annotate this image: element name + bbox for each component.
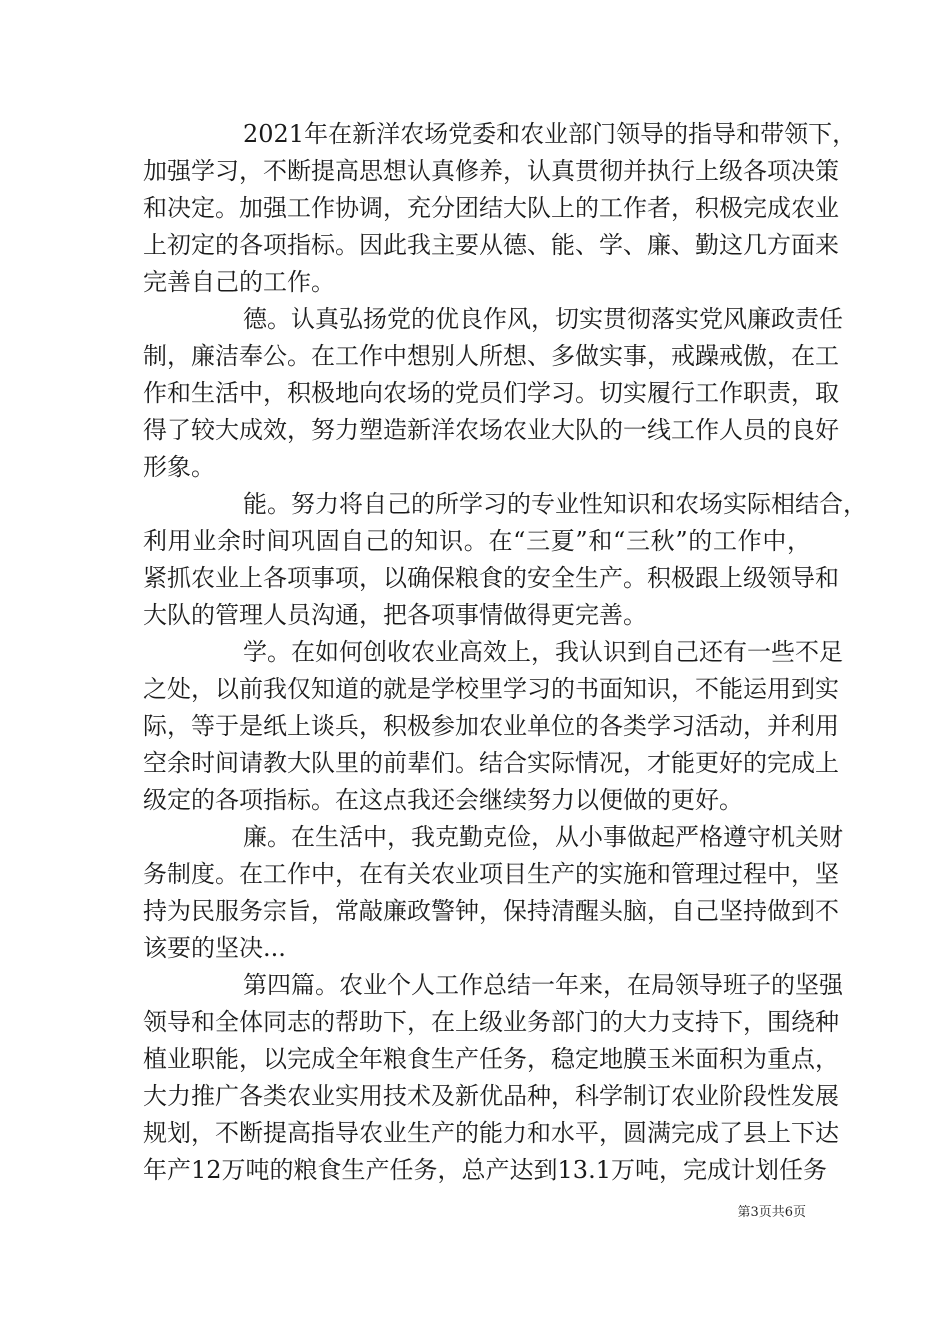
text-line: 年产12万吨的粮食生产任务，总产达到13.1万吨，完成计划任务 <box>143 1156 827 1184</box>
text-line: 级定的各项指标。在这点我还会继续努力以便做的更好。 <box>143 786 743 814</box>
text-line: 作和生活中，积极地向农场的党员们学习。切实履行工作职责，取 <box>143 379 839 407</box>
text-line: 廉。在生活中，我克勤克俭，从小事做起严格遵守机关财 <box>243 823 843 851</box>
text-line: 利用业余时间巩固自己的知识。在“三夏”和“三秋”的工作中， <box>143 527 811 555</box>
page-number-footer: 第3页共6页 <box>737 1205 806 1220</box>
text-line: 和决定。加强工作协调，充分团结大队上的工作者，积极完成农业 <box>143 194 839 222</box>
text-line: 该要的坚决... <box>143 934 286 962</box>
text-line: 加强学习，不断提高思想认真修养，认真贯彻并执行上级各项决策 <box>143 157 839 185</box>
text-line: 持为民服务宗旨，常敲廉政警钟，保持清醒头脑，自己坚持做到不 <box>143 897 839 925</box>
paragraph-de <box>143 301 843 486</box>
text-line: 上初定的各项指标。因此我主要从德、能、学、廉、勤这几方面来 <box>143 231 839 259</box>
text-line: 学。在如何创收农业高效上，我认识到自己还有一些不足 <box>243 638 843 666</box>
text-line: 制，廉洁奉公。在工作中想别人所想、多做实事，戒躁戒傲，在工 <box>143 342 839 370</box>
document-body <box>143 116 867 1189</box>
text-line: 大力推广各类农业实用技术及新优品种，科学制订农业阶段性发展 <box>143 1082 839 1110</box>
text-line: 紧抓农业上各项事项，以确保粮食的安全生产。积极跟上级领导和 <box>143 564 839 592</box>
text-line: 形象。 <box>143 453 215 481</box>
paragraph-lian <box>143 819 843 967</box>
text-line: 务制度。在工作中，在有关农业项目生产的实施和管理过程中，坚 <box>143 860 839 888</box>
text-line: 第四篇。农业个人工作总结一年来，在局领导班子的坚强 <box>243 971 843 999</box>
text-line: 得了较大成效，努力塑造新洋农场农业大队的一线工作人员的良好 <box>143 416 839 444</box>
paragraph-part4 <box>143 967 843 1189</box>
text-line: 际，等于是纸上谈兵，积极参加农业单位的各类学习活动，并利用 <box>143 712 839 740</box>
text-line: 完善自己的工作。 <box>143 268 335 296</box>
text-line: 能。努力将自己的所学习的专业性知识和农场实际相结合， <box>243 490 867 518</box>
text-line: 领导和全体同志的帮助下，在上级业务部门的大力支持下，围绕种 <box>143 1008 839 1036</box>
paragraph-neng <box>143 486 867 634</box>
text-line: 德。认真弘扬党的优良作风，切实贯彻落实党风廉政责任 <box>243 305 843 333</box>
text-line: 规划，不断提高指导农业生产的能力和水平，圆满完成了县上下达 <box>143 1119 839 1147</box>
text-line: 空余时间请教大队里的前辈们。结合实际情况，才能更好的完成上 <box>143 749 839 777</box>
text-line: 植业职能，以完成全年粮食生产任务，稳定地膜玉米面积为重点， <box>143 1045 839 1073</box>
text-line: 大队的管理人员沟通，把各项事情做得更完善。 <box>143 601 647 629</box>
paragraph-xue <box>143 634 843 819</box>
text-line: 2021年在新洋农场党委和农业部门领导的指导和带领下， <box>243 120 857 148</box>
text-line: 之处，以前我仅知道的就是学校里学习的书面知识，不能运用到实 <box>143 675 839 703</box>
paragraph-intro <box>143 116 857 301</box>
